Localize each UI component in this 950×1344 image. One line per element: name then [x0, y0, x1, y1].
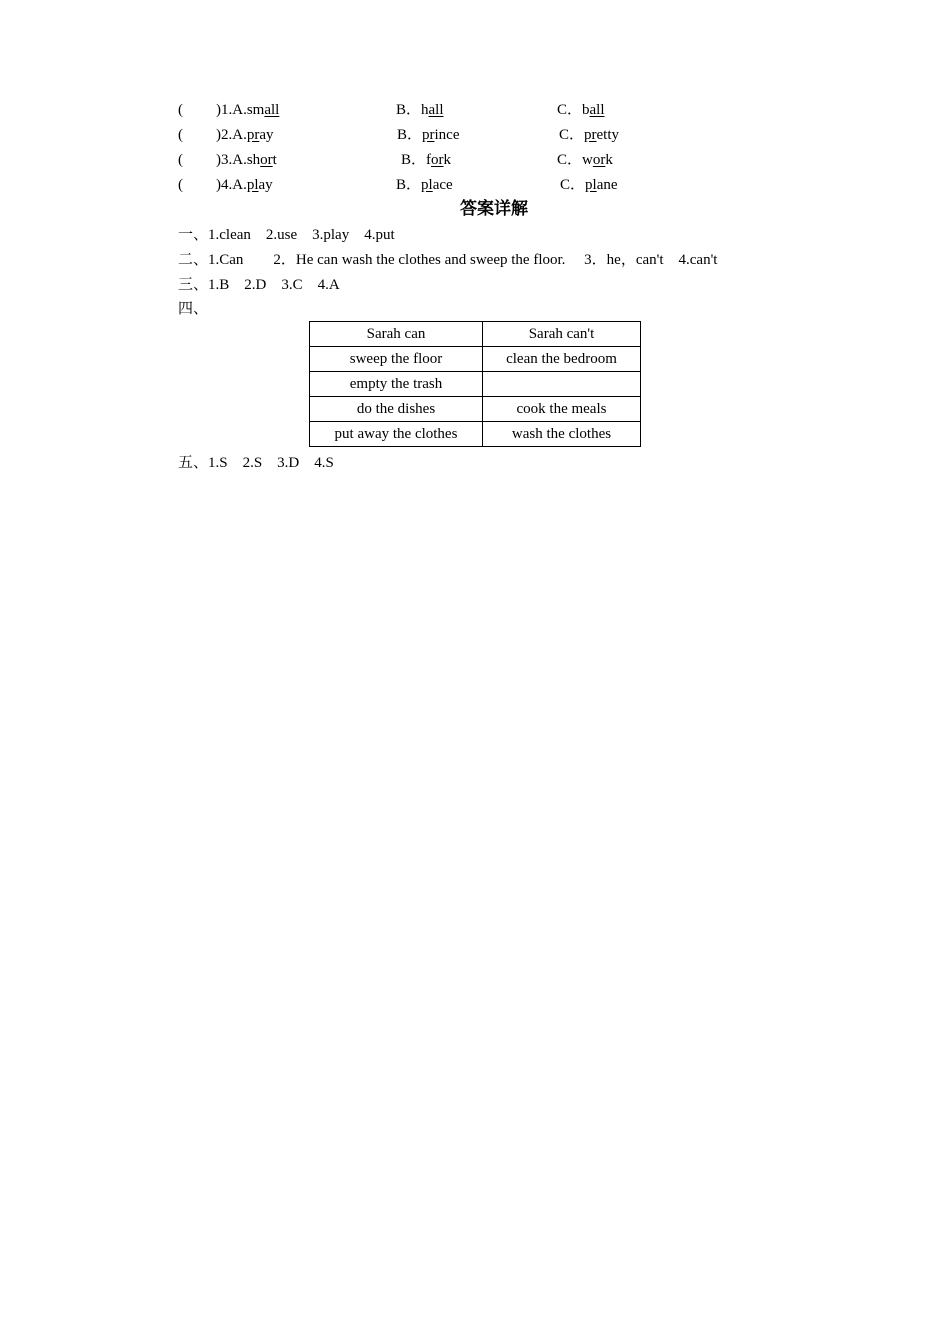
table-header-cell: Sarah can't: [483, 322, 641, 347]
answer-line-1: 一、1.clean 2.use 3.play 4.put: [178, 227, 395, 243]
question-paren: (: [178, 152, 183, 168]
question-option-c: C．work: [557, 152, 613, 168]
answer-line-3: 三、1.B 2.D 3.C 4.A: [178, 277, 340, 293]
table-row: [310, 347, 641, 372]
table-header-row: [310, 322, 641, 347]
answer-line-2: 二、1.Can 2．He can wash the clothes and sweep the floor. 3．he，can't 4.can't: [178, 252, 718, 268]
answers-title: 答案详解: [460, 199, 528, 219]
answer-line-5: 五、1.S 2.S 3.D 4.S: [178, 455, 334, 471]
question-option-b: B．prince: [397, 127, 460, 143]
question-option-a: )4.A.play: [216, 177, 273, 193]
answer-table: [309, 321, 641, 447]
table-cell: wash the clothes: [483, 422, 641, 447]
table-cell: cook the meals: [483, 397, 641, 422]
table-cell: [483, 372, 641, 397]
table-cell: empty the trash: [310, 372, 483, 397]
question-option-a: )1.A.small: [216, 102, 280, 118]
question-paren: (: [178, 127, 183, 143]
question-option-c: C．pretty: [559, 127, 620, 143]
question-option-a: )2.A.pray: [216, 127, 274, 143]
question-option-b: B．hall: [396, 102, 444, 118]
answer-line-4: 四、: [178, 301, 209, 317]
table-cell: clean the bedroom: [483, 347, 641, 372]
question-option-b: B．place: [396, 177, 453, 193]
table-row: [310, 422, 641, 447]
table-cell: put away the clothes: [310, 422, 483, 447]
question-option-c: C．plane: [560, 177, 618, 193]
question-option-a: )3.A.short: [216, 152, 277, 168]
table-row: [310, 397, 641, 422]
table-cell: do the dishes: [310, 397, 483, 422]
question-option-b: B．fork: [401, 152, 452, 168]
table-row: [310, 372, 641, 397]
question-paren: (: [178, 177, 183, 193]
question-option-c: C．ball: [557, 102, 605, 118]
question-paren: (: [178, 102, 183, 118]
table-header-cell: Sarah can: [310, 322, 483, 347]
table-cell: sweep the floor: [310, 347, 483, 372]
